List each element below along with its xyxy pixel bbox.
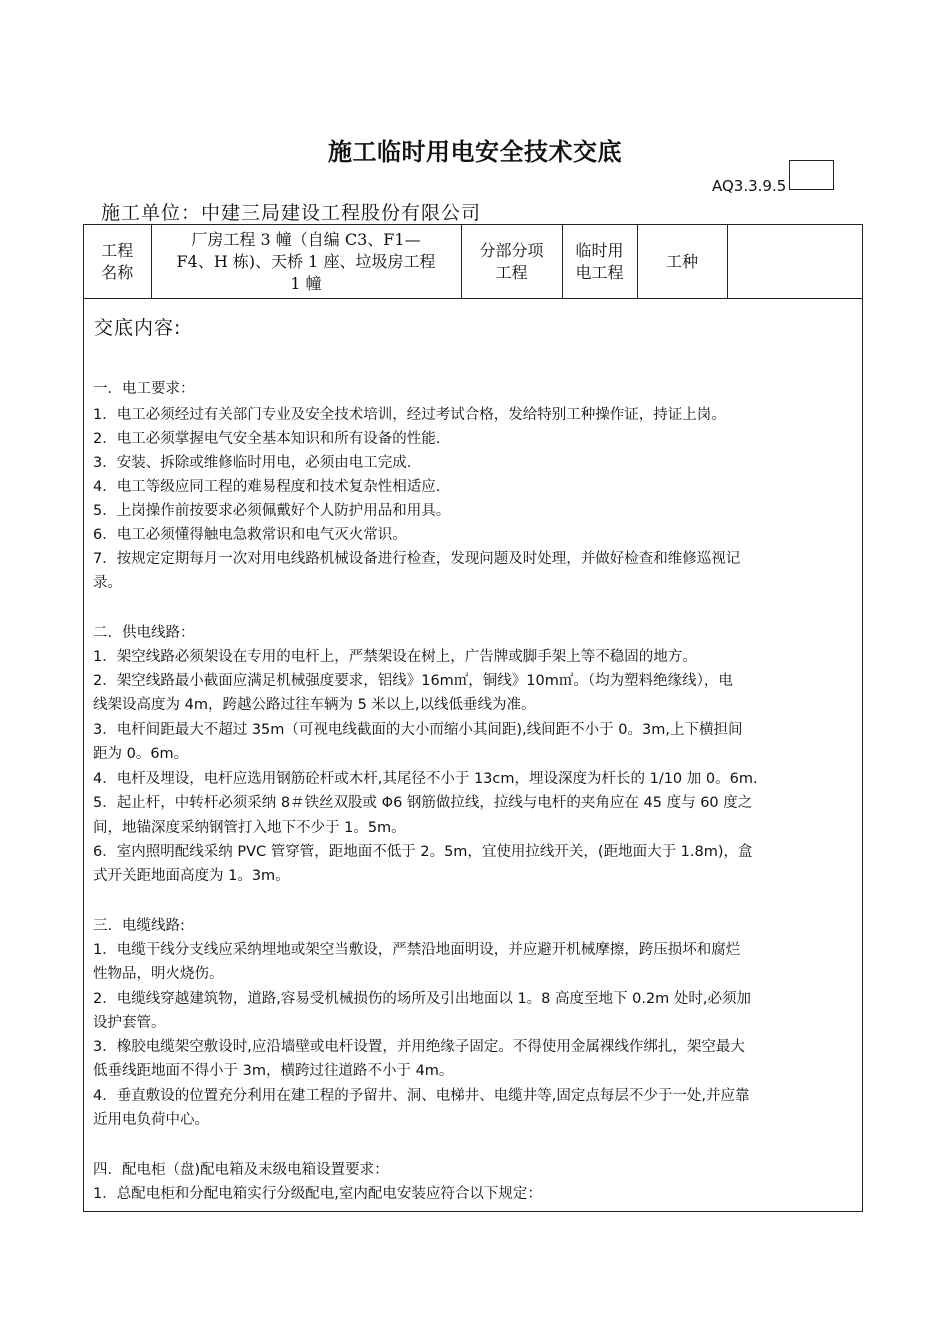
subsection-label: 分部分项 工程	[461, 225, 562, 299]
subsection-value: 临时用 电工程	[562, 225, 637, 299]
content-line: 近用电负荷中心。	[93, 1112, 209, 1128]
content-line: 6．电工必须懂得触电急救常识和电气灭火常识。	[93, 527, 407, 543]
content-line: 4．垂直敷设的位置充分利用在建工程的予留井、洞、电梯井、电缆井等,固定点每层不少于一处,并应靠	[93, 1088, 750, 1104]
document-code: AQ3.3.9.5	[712, 177, 787, 195]
content-line: 5．上岗操作前按要求必须佩戴好个人防护用品和用具。	[93, 503, 451, 519]
construction-unit: 施工单位：中建三局建设工程股份有限公司	[101, 202, 482, 224]
content-line: 2．架空线路最小截面应满足机械强度要求，铝线》16m㎡，铜线》10m㎡。（均为塑料绝缘线），电	[93, 673, 733, 689]
trade-label: 工种	[637, 225, 727, 299]
content-line: 4．电工等级应同工程的难易程度和技术复杂性相适应.	[93, 479, 441, 495]
content-line: 式开关距地面高度为 1。3m。	[93, 868, 290, 884]
content-line: 1．电缆干线分支线应采纳埋地或架空当敷设，严禁沿地面明设，并应避开机械摩擦，跨压损坏和腐烂	[93, 942, 741, 958]
content-heading: 交底内容:	[94, 317, 182, 339]
content-line: 4．电杆及埋设，电杆应选用钢筋砼杆或木杆,其尾径不小于 13cm，埋设深度为杆长的 1/10 加 0。6m.	[93, 771, 758, 787]
document-title: 施工临时用电安全技术交底	[328, 138, 622, 166]
content-line: 线架设高度为 4m，跨越公路过往车辆为 5 米以上,以线低垂线为准。	[93, 697, 536, 713]
content-line: 3．安装、拆除或维修临时用电，必须由电工完成.	[93, 455, 412, 471]
content-line: 7．按规定定期每月一次对用电线路机械设备进行检查，发现问题及时处理，并做好检查和维修巡视记	[93, 551, 741, 567]
content-line: 录。	[93, 575, 122, 591]
content-line: 2．电缆线穿越建筑物，道路,容易受机械损伤的场所及引出地面以 1。8 高度至地下 0.2m 处时,必须加	[93, 991, 752, 1007]
content-line: 3．电杆间距最大不超过 35m（可视电线截面的大小而缩小其间距),线间距不小于 0。3m,上下横担间	[93, 722, 743, 738]
content-line: 距为 0。6m。	[93, 746, 189, 762]
content-line: 四．配电柜（盘)配电箱及末级电箱设置要求：	[93, 1162, 389, 1178]
content-line: 设护套管。	[93, 1015, 166, 1031]
project-name-value: 厂房工程 3 幢（自编 C3、F1— F4、H 栋)、天桥 1 座、垃圾房工程 1 幢	[151, 225, 461, 299]
header-table	[84, 225, 862, 299]
content-line: 1．电工必须经过有关部门专业及安全技术培训，经过考试合格，发给特别工种操作证，持证上岗。	[93, 407, 726, 423]
content-line: 间，地锚深度采纳钢管打入地下不少于 1。5m。	[93, 820, 406, 836]
content-line: 一．电工要求：	[93, 381, 195, 397]
project-name-label: 工程 名称	[84, 225, 151, 299]
content-line: 低垂线距地面不得小于 3m，横跨过往道路不小于 4m。	[93, 1063, 454, 1079]
content-line: 1．总配电柜和分配电箱实行分级配电,室内配电安装应符合以下规定：	[93, 1186, 542, 1202]
form-frame	[83, 224, 863, 1212]
trade-value	[727, 225, 862, 299]
content-line: 2．电工必须掌握电气安全基本知识和所有设备的性能.	[93, 431, 441, 447]
content-line: 三．电缆线路:	[93, 918, 185, 934]
content-line: 二．供电线路：	[93, 625, 195, 641]
content-line: 6．室内照明配线采纳 PVC 管穿管，距地面不低于 2。5m，宜使用拉线开关，(距地面大于 1.8m)，盒	[93, 844, 753, 860]
code-box	[789, 160, 834, 190]
content-line: 3．橡胶电缆架空敷设时,应沿墙壁或电杆设置，并用绝缘子固定。不得使用金属裸线作绑扎，架空最大	[93, 1039, 745, 1055]
content-line: 性物品，明火烧伤。	[93, 966, 224, 982]
content-line: 1．架空线路必须架设在专用的电杆上，严禁架设在树上，广告牌或脚手架上等不稳固的地方。	[93, 649, 697, 665]
content-line: 5．起止杆，中转杆必须采纳 8＃铁丝双股或 Φ6 钢筋做拉线，拉线与电杆的夹角应在 45 度与 60 度之	[93, 795, 753, 811]
